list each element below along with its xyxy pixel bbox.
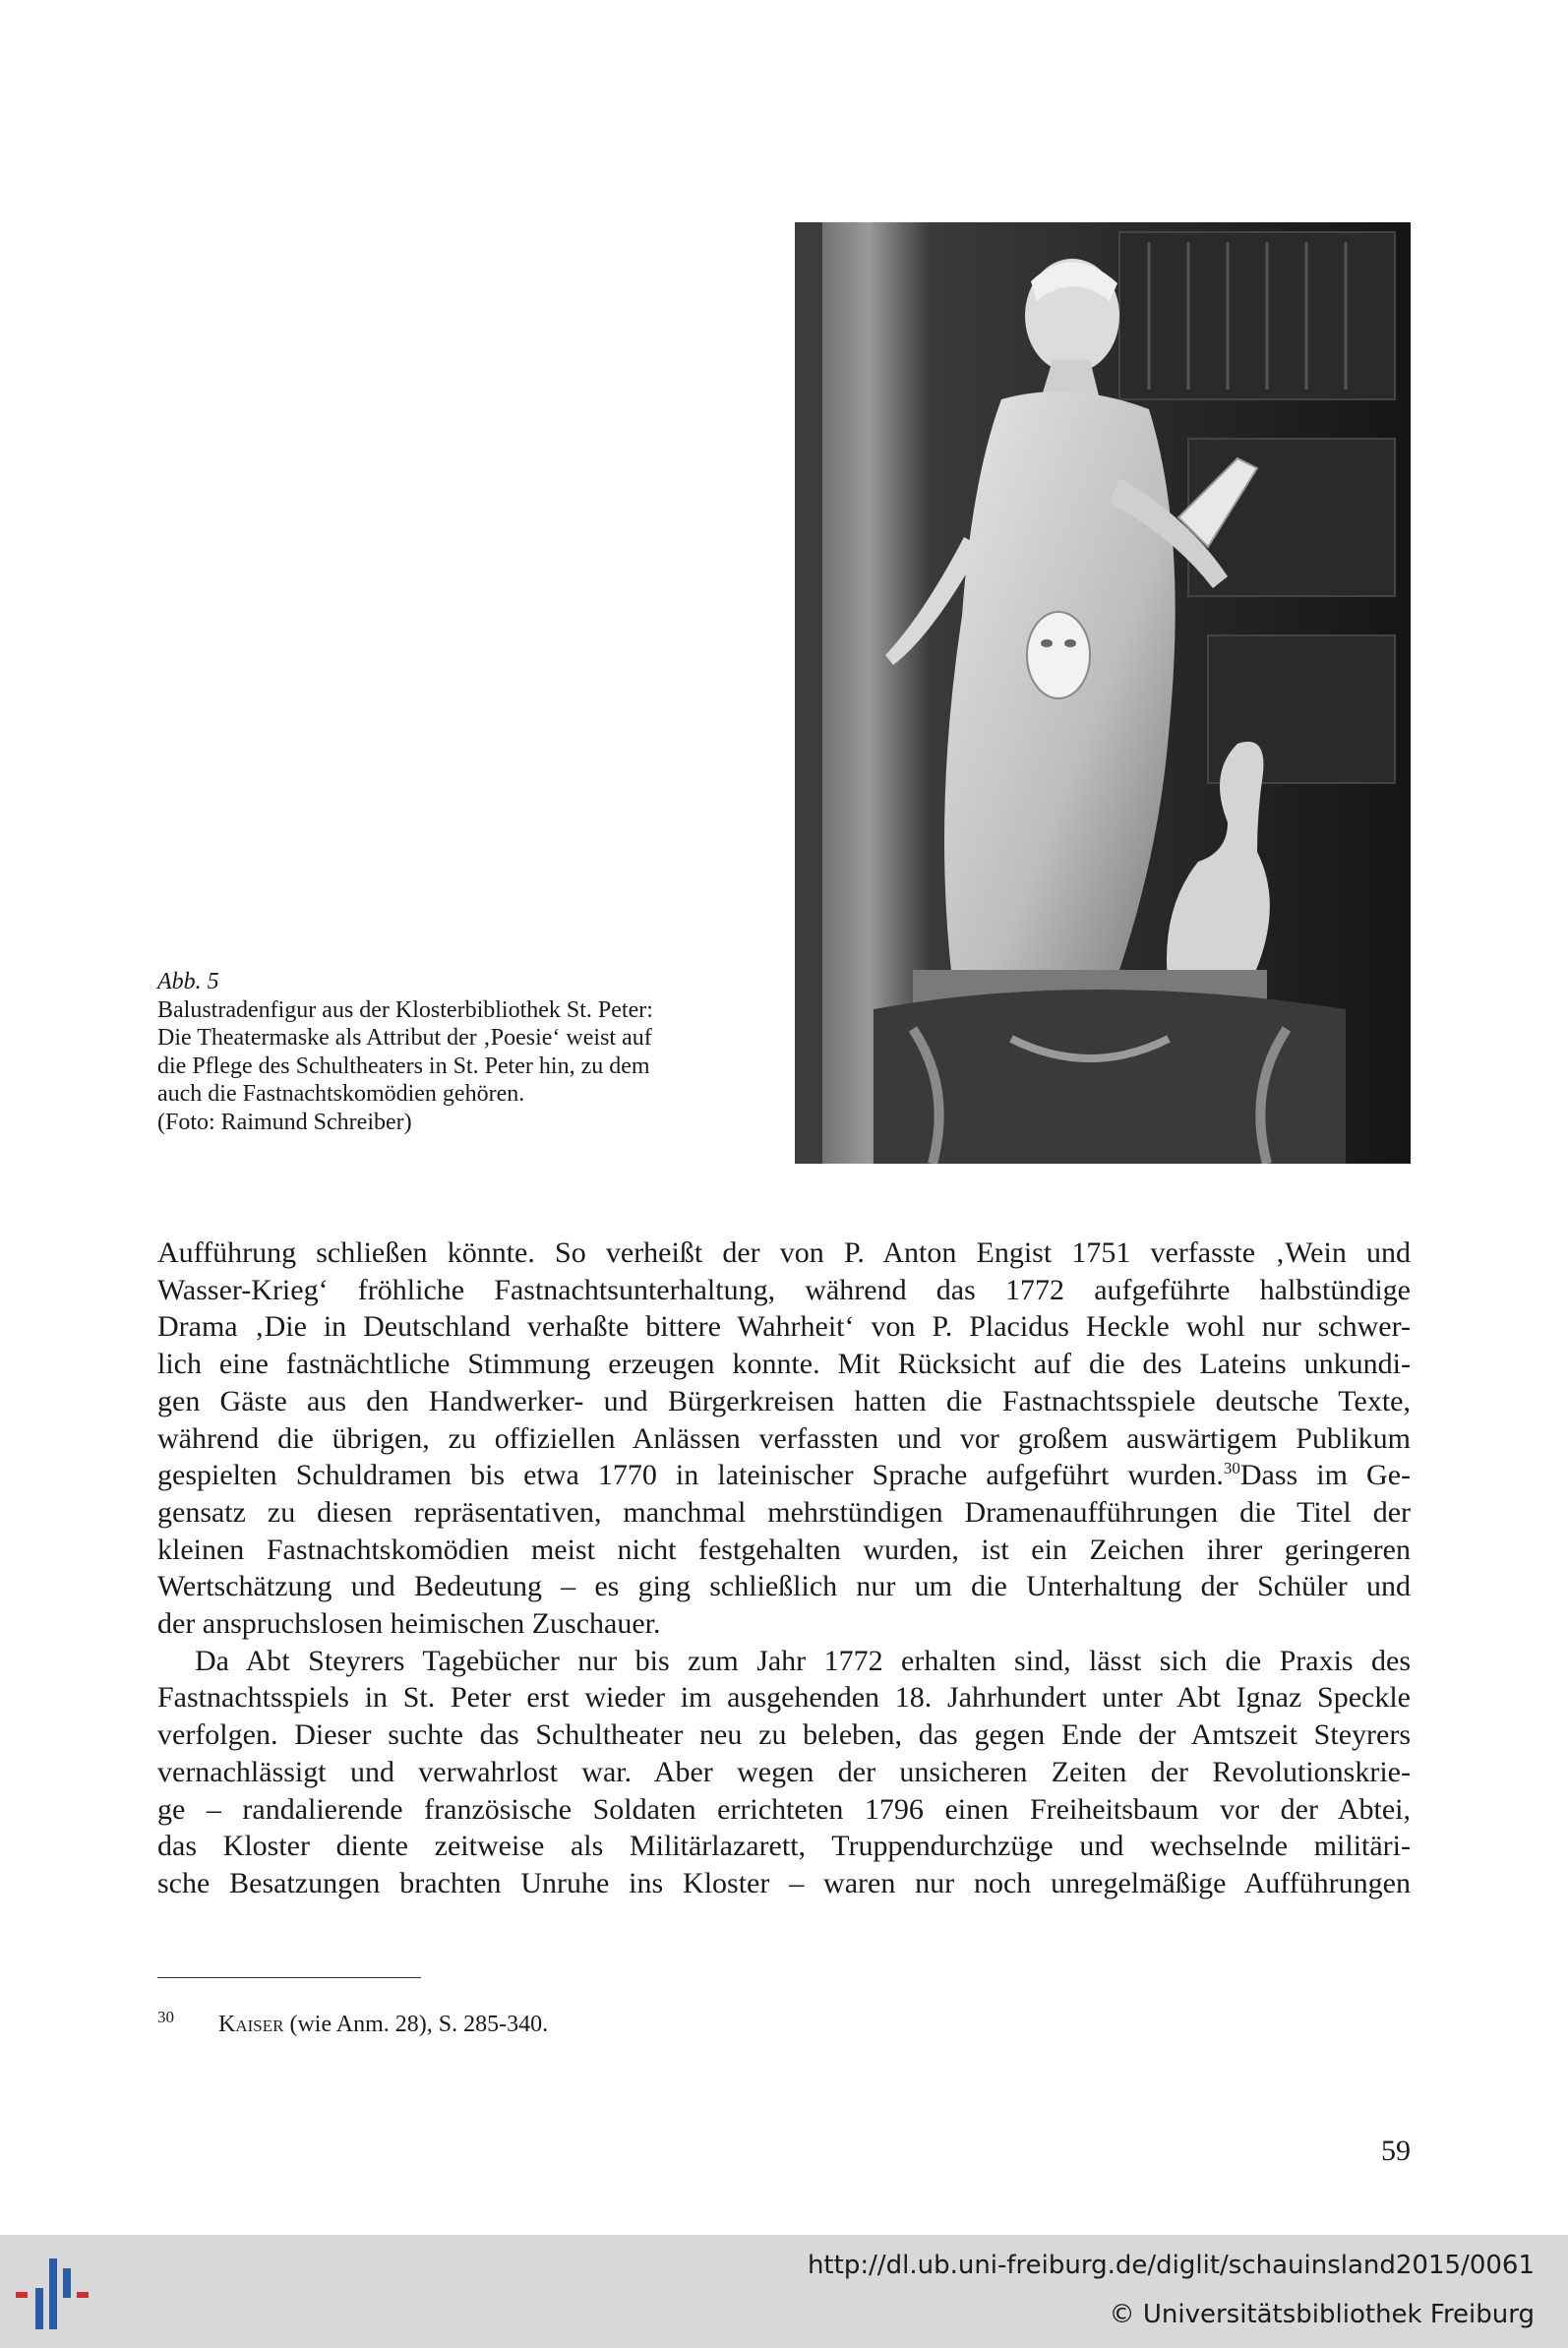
text-line: vernachlässigt und verwahrlost war. Aber wegen der unsicheren Zeiten der Revolutionskrie- <box>157 1755 1411 1788</box>
text-line: während die übrigen, zu offiziellen Anlässen verfassten und vor großem auswärtigem Publikum <box>157 1421 1411 1455</box>
text-line: gensatz zu diesen repräsentativen, manchmal mehrstündigen Dramenaufführungen die Titel der <box>157 1495 1411 1529</box>
text-segment: gespielten Schuldramen bis etwa 1770 in lateinischer Sprache aufgeführt wurden. <box>157 1459 1224 1492</box>
page-number: 59 <box>1381 2135 1411 2167</box>
copyright-notice: © Universitätsbibliothek Freiburg <box>1109 2300 1535 2329</box>
footnote <box>157 2003 548 2039</box>
text-line: lich eine fastnächtliche Stimmung erzeugen konnte. Mit Rücksicht auf die des Lateins unkundi- <box>157 1348 1411 1381</box>
text-line: verfolgen. Dieser suchte das Schultheater neu zu beleben, das gegen Ende der Amtszeit Steyrers <box>157 1718 1411 1752</box>
figure-label: Abb. 5 <box>157 969 219 994</box>
footnote-divider <box>157 1977 421 1978</box>
library-logo-icon <box>16 2258 98 2329</box>
text-line: sche Besatzungen brachten Unruhe ins Kloster – waren nur noch unregelmäßige Aufführungen <box>157 1866 1411 1899</box>
body-text <box>157 1234 1411 1902</box>
text-line: gen Gäste aus den Handwerker- und Bürgerkreisen hatten die Fastnachtsspiele deutsche Texte, <box>157 1384 1411 1417</box>
caption-line: auch die Fastnachtskomödien gehören. <box>157 1081 525 1107</box>
footnote-number: 30 <box>157 2008 174 2026</box>
caption-line: die Pflege des Schultheaters in St. Peter hin, zu dem <box>157 1053 650 1079</box>
footnote-reference[interactable]: 30 <box>1223 1459 1240 1478</box>
footer-bar <box>0 2235 1568 2348</box>
statue-photo <box>795 222 1411 1164</box>
caption-line: Die Theatermaske als Attribut der ‚Poesie‘ weist auf <box>157 1025 652 1051</box>
text-line: das Kloster diente zeitweise als Militärlazarett, Truppendurchzüge und wechselnde militäri- <box>157 1830 1411 1863</box>
text-line: Wertschätzung und Bedeutung – es ging schließlich nur um die Unterhaltung der Schüler und <box>157 1570 1411 1603</box>
footnote-author: Kaiser <box>218 2012 284 2037</box>
text-line: Fastnachtsspiels in St. Peter erst wieder im ausgehenden 18. Jahrhundert unter Abt Ignaz Speckle <box>157 1681 1411 1715</box>
caption-line: (Foto: Raimund Schreiber) <box>157 1109 412 1135</box>
text-line: Da Abt Steyrers Tagebücher nur bis zum Jahr 1772 erhalten sind, lässt sich die Praxis des <box>195 1644 1411 1677</box>
text-line: der anspruchslosen heimischen Zuschauer. <box>157 1607 661 1641</box>
text-line: Aufführung schließen könnte. So verheißt der von P. Anton Engist 1751 verfasste ‚Wein und <box>157 1236 1411 1269</box>
text-line: Wasser-Krieg‘ fröhliche Fastnachtsunterhaltung, während das 1772 aufgeführte halbstündige <box>157 1273 1411 1306</box>
text-segment: Dass im Ge- <box>1239 1459 1411 1492</box>
text-line: Drama ‚Die in Deutschland verhaßte bittere Wahrheit‘ von P. Placidus Heckle wohl nur schwer- <box>157 1310 1411 1344</box>
figure-caption <box>157 968 767 1136</box>
text-line: kleinen Fastnachtskomödien meist nicht festgehalten wurden, ist ein Zeichen ihrer geringeren <box>157 1533 1411 1566</box>
caption-line: Balustradenfigur aus der Klosterbibliothek St. Peter: <box>157 996 653 1023</box>
footnote-text: (wie Anm. 28), S. 285-340. <box>283 2012 549 2037</box>
text-line-with-footnote-ref <box>157 1457 1411 1494</box>
text-line: ge – randalierende französische Soldaten errichteten 1796 einen Freiheitsbaum vor der Abtei, <box>157 1792 1411 1826</box>
permalink-url[interactable]: http://dl.ub.uni-freiburg.de/diglit/schauinsland2015/0061 <box>807 2251 1535 2280</box>
